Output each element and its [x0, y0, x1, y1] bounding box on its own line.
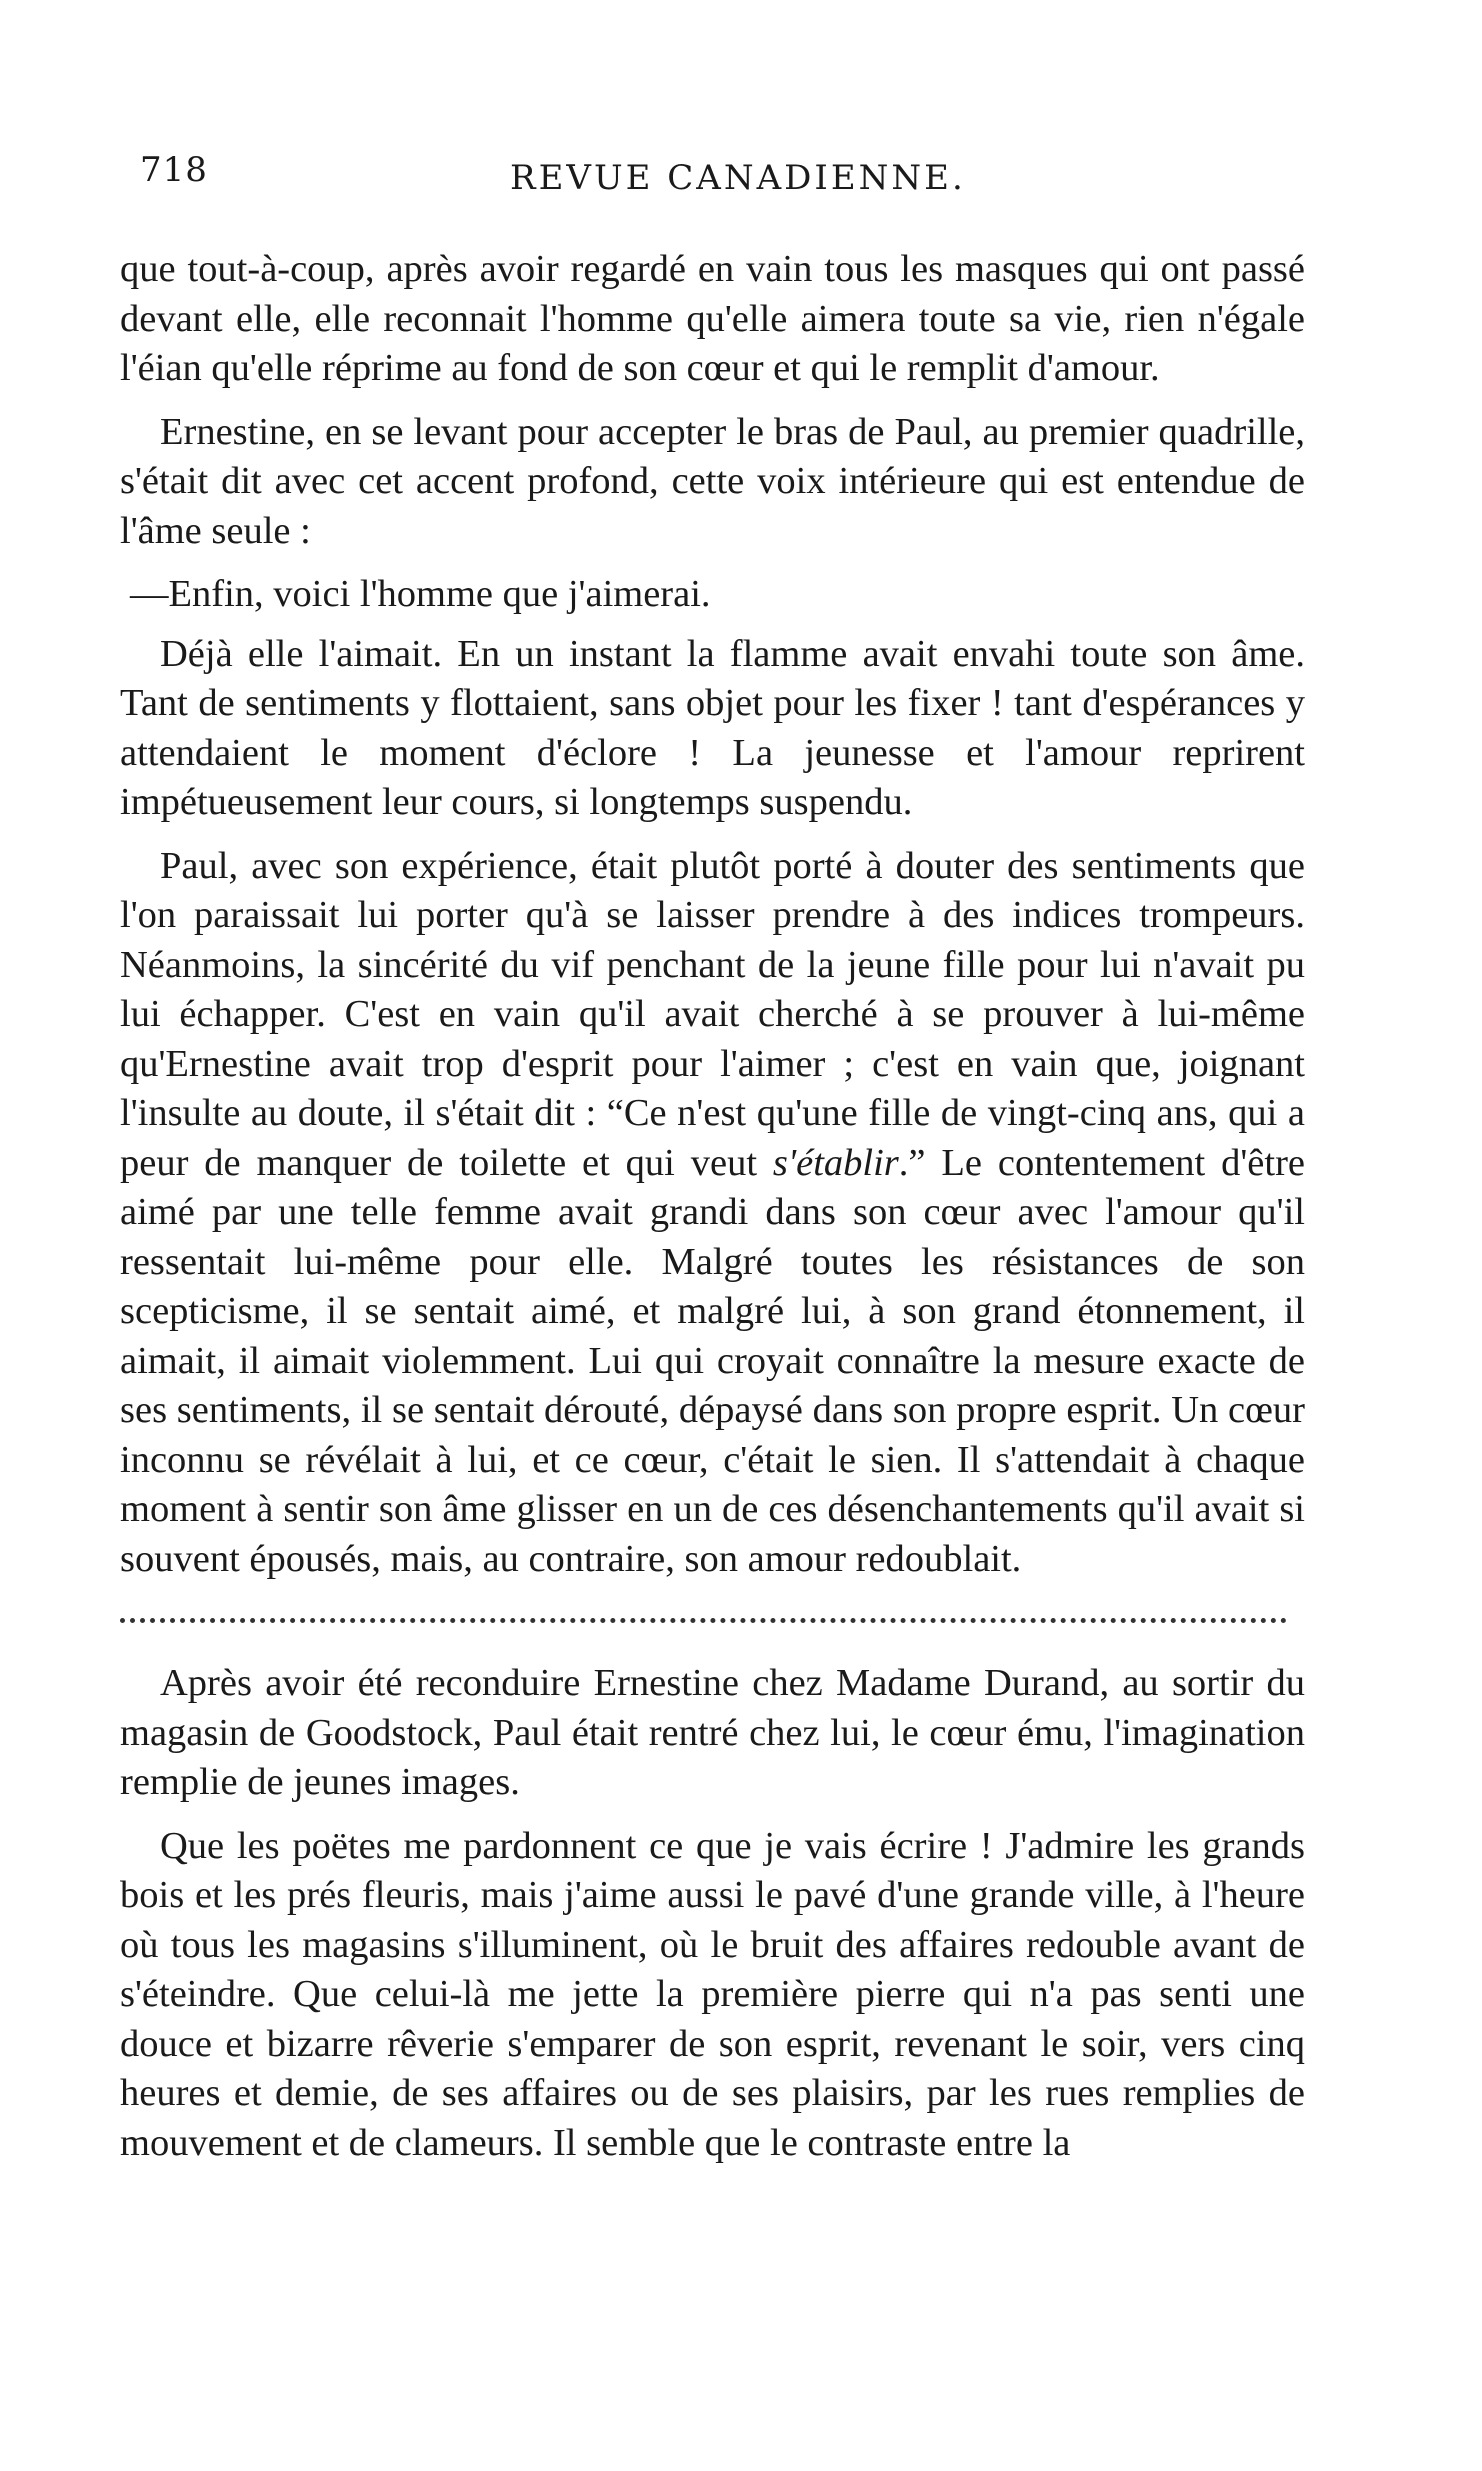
paragraph-4 — [120, 842, 1305, 1585]
section-break-dots — [120, 1612, 1287, 1623]
running-title: REVUE CANADIENNE. — [510, 158, 966, 198]
paragraph-4-italic: s'établir — [772, 1141, 899, 1184]
paragraph-1: que tout-à-coup, après avoir regardé en vain tous les masques qui ont passé devant elle, elle reconnait l'homme qu'elle aimera toute sa vie, rien n'égale l'éian qu'elle réprime au fond de son cœur et qui le remplit d'amour. — [120, 248, 1305, 389]
paragraph-2: Ernestine, en se levant pour accepter le bras de Paul, au premier quadrille, s'était dit avec cet accent profond, cette voix intérieure qui est entendue de l'âme seule : — [120, 410, 1305, 552]
paragraph-3: Déjà elle l'aimait. En un instant la flamme avait envahi toute son âme. Tant de sentiments y flottaient, sans objet pour les fixer ! tant d'espérances y attendaient le moment d'éclore ! La jeunesse et l'amour reprirent impétueusement leur cours, si longtemps suspendu. — [120, 632, 1305, 823]
page-number: 718 — [140, 150, 208, 190]
paragraph-2-dialogue: —Enfin, voici l'homme que j'aimerai. — [130, 573, 711, 615]
page-header — [130, 150, 1280, 210]
body-text — [120, 245, 1305, 2168]
paragraph-6: Que les poëtes me pardonnent ce que je vais écrire ! J'admire les grands bois et les prés fleuris, mais j'aime aussi le pavé d'une grande ville, à l'heure où tous les magasins s'illuminent, où le bruit des affaires redouble avant de s'éteindre. Que celui-là me jette la première pierre qui n'a pas senti une douce et bizarre rêverie s'emparer de son esprit, revenant le soir, vers cinq heures et demie, de ses affaires ou de ses plaisirs, par les rues remplies de mouvement et de clameurs. Il semble que le contraste entre la — [120, 1824, 1305, 2164]
paragraph-4-text-b: .” Le contentement d'être aimé par une telle femme avait grandi dans son cœur avec l'amour qu'il ressentait lui-même pour elle. Malgré toutes les résistances de son scepticisme, il se sentait aimé, et malgré lui, à son grand étonnement, il aimait, il aimait violemment. Lui qui croyait connaître la mesure exacte de ses sentiments, il se sentait dérouté, dépaysé dans son propre esprit. Un cœur inconnu se révélait à lui, et ce cœur, c'était le sien. Il s'attendait à chaque moment à sentir son âme glisser en un de ces désenchantements qu'il avait si souvent épousés, mais, au contraire, son amour redoublait. — [120, 1141, 1305, 1580]
paragraph-4-text-a: Paul, avec son expérience, était plutôt porté à douter des sentiments que l'on paraissait lui porter qu'à se laisser prendre à des indices trompeurs. Néanmoins, la sincérité du vif penchant de la jeune fille pour lui n'avait pu lui échapper. C'est en vain qu'il avait cherché à se prouver à lui-même qu'Ernestine avait trop d'esprit pour l'aimer ; c'est en vain que, joignant l'insulte au doute, il s'était dit : “Ce n'est qu'une fille de vingt-cinq ans, qui a peur de manquer de toilette et qui veut — [120, 844, 1305, 1184]
paragraph-5: Après avoir été reconduire Ernestine chez Madame Durand, au sortir du magasin de Goodstock, Paul était rentré chez lui, le cœur ému, l'imagination remplie de jeunes images. — [120, 1662, 1305, 1803]
